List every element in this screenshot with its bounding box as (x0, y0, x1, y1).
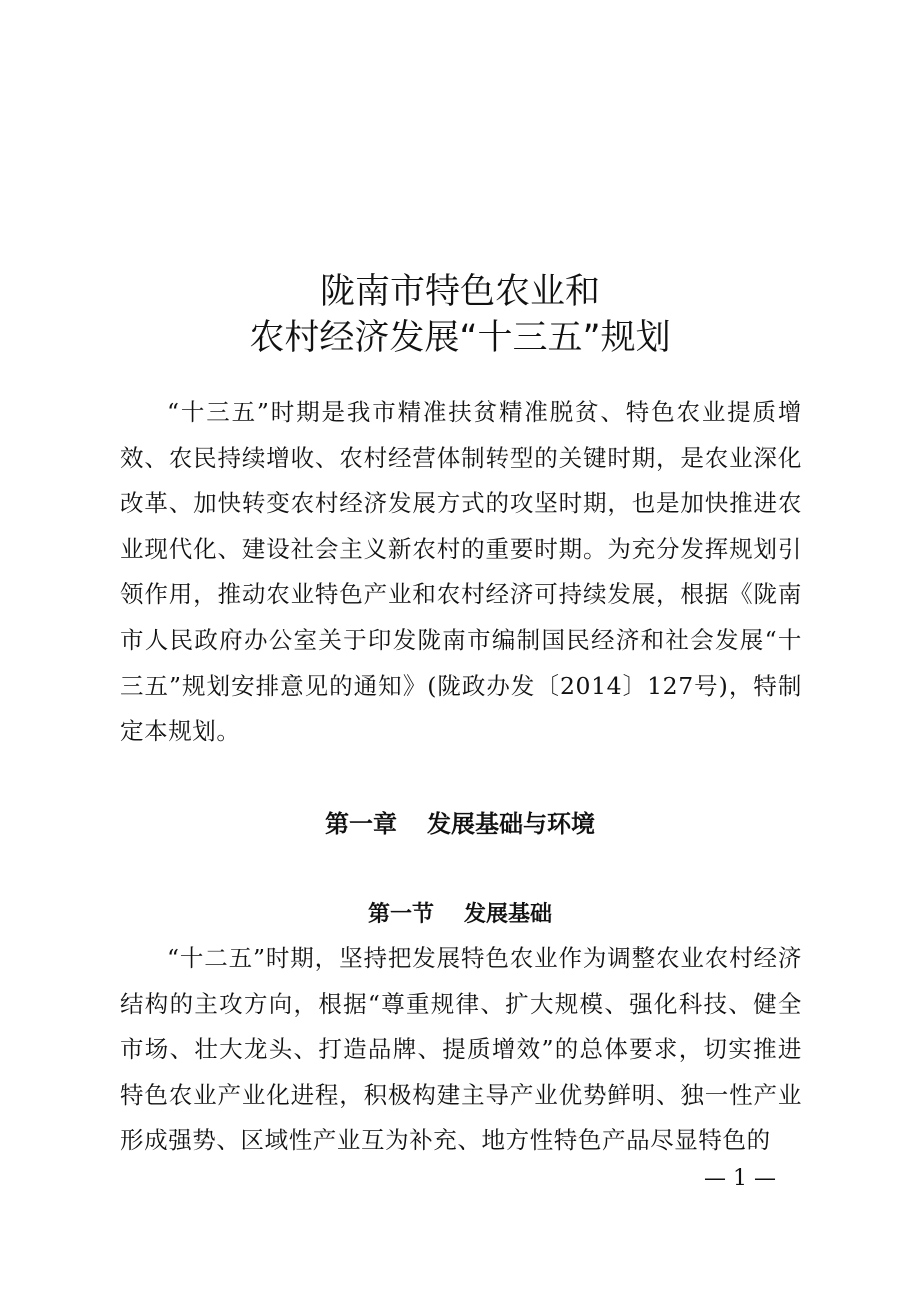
section-number: 第一节 (367, 901, 434, 927)
section-paragraph: “十二五”时期，坚持把发展特色农业作为调整农业农村经济结构的主攻方向，根据“尊重规律、扩大规模、强化科技、健全市场、壮大龙头、打造品牌、提质增效”的总体要求，切实推进特色农业产业化进程，积极构建主导产业优势鲜明、独一性产业形成强势、区域性产业互为补充、地方性特色产品尽显特色的 (120, 944, 802, 1155)
chapter-heading (0, 804, 920, 839)
page-number: — 1 — (704, 1166, 776, 1191)
section-title: 发展基础 (464, 901, 553, 927)
document-title-line-1: 陇南市特色农业和 (319, 272, 600, 312)
intro-paragraph: “十三五”时期是我市精准扶贫精准脱贫、特色农业提质增效、农民持续增收、农村经营体制转型的关键时期，是农业深化改革、加快转变农村经济发展方式的攻坚时期，也是加快推进农业现代化、建设社会主义新农村的重要时期。为充分发挥规划引领作用，推动农业特色产业和农村经济可持续发展，根据《陇南市人民政府办公室关于印发陇南市编制国民经济和社会发展“十三五”规划安排意见的通知》(陇政办发〔2014〕127号)，特制定本规划。 (120, 398, 802, 746)
chapter-number: 第一章 (325, 810, 397, 838)
document-title-line-2: 农村经济发展“十三五”规划 (249, 318, 671, 358)
section-heading (0, 897, 920, 928)
chapter-title: 发展基础与环境 (427, 810, 595, 838)
